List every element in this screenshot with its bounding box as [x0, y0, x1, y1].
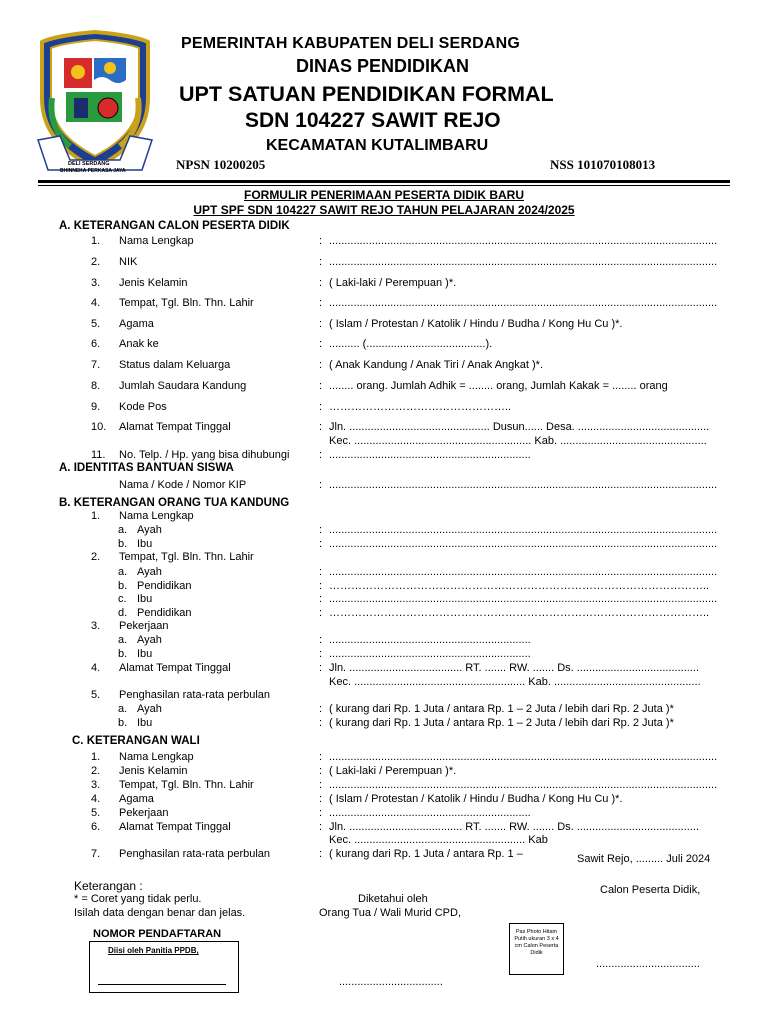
row-label: Jumlah Saudara Kandung — [119, 380, 247, 392]
photo-label: Pas Photo Hitam Putih ukuran 3 x 4 cm Calon Peserta Didik — [514, 929, 559, 956]
row-value-field[interactable]: ............................................................................................................................... — [329, 593, 718, 605]
row-value-field[interactable]: Kec. .......................................................... Kab. ................................................ — [329, 435, 707, 447]
header-line-3: UPT SATUAN PENDIDIKAN FORMAL — [179, 82, 554, 106]
row-number: 5. — [91, 318, 101, 330]
row-label: Anak ke — [119, 338, 159, 350]
logo-caption-2: BHINNEKA PERKASA JAYA — [60, 168, 126, 174]
row-number: 8. — [91, 380, 101, 392]
row-value-field[interactable]: ............................................................................................................................... — [329, 235, 718, 247]
row-value-field[interactable]: ........ orang. Jumlah Adhik = ........ orang, Jumlah Kakak = ........ orang — [329, 380, 668, 392]
row-value-field[interactable]: ( kurang dari Rp. 1 Juta / antara Rp. 1 – 2 Juta / lebih dari Rp. 2 Juta )* — [329, 703, 674, 715]
row-label: Jenis Kelamin — [119, 277, 188, 289]
header-line-1: PEMERINTAH KABUPATEN DELI SERDANG — [181, 35, 521, 52]
nomor-line — [98, 984, 226, 985]
row-value-field[interactable]: ............................................................................................................................... — [329, 479, 718, 491]
row-label: Alamat Tempat Tinggal — [119, 821, 231, 833]
row-value-field[interactable]: ............................................................................................................................... — [329, 297, 718, 309]
row-label: Penghasilan rata-rata perbulan — [119, 689, 271, 701]
nomor-pendaftaran-label: NOMOR PENDAFTARAN — [93, 928, 222, 940]
row-label: Ayah — [137, 524, 162, 536]
row-value-field[interactable]: ( Laki-laki / Perempuan )*. — [329, 765, 457, 777]
row-label: Ibu — [137, 593, 153, 605]
row-colon: : — [319, 807, 323, 819]
diisi-panitia-label: Diisi oleh Panitia PPDB, — [108, 946, 199, 955]
row-colon: : — [319, 662, 323, 674]
row-colon: : — [319, 297, 323, 309]
header-line-5: KECAMATAN KUTALIMBARU — [266, 137, 489, 154]
row-label: Alamat Tempat Tinggal — [119, 662, 231, 674]
row-value-field[interactable]: .......... (.......................................). — [329, 338, 493, 350]
row-colon: : — [319, 380, 323, 392]
row-colon: : — [319, 765, 323, 777]
row-colon: : — [319, 235, 323, 247]
row-sub-letter: b. — [118, 717, 128, 729]
row-colon: : — [319, 318, 323, 330]
row-value-field[interactable]: ………………………………………………………………………………………….. — [329, 607, 710, 619]
header-rule-thin — [38, 185, 730, 186]
row-colon: : — [319, 580, 323, 592]
row-value-field[interactable]: ( kurang dari Rp. 1 Juta / antara Rp. 1 – 2 Juta / lebih dari Rp. 2 Juta )* — [329, 717, 674, 729]
row-value-field[interactable]: .................................................................. — [329, 648, 531, 660]
note-coret: * = Coret yang tidak perlu. — [74, 893, 202, 905]
row-colon: : — [319, 277, 323, 289]
regency-logo — [30, 28, 160, 178]
row-colon: : — [319, 421, 323, 433]
keterangan-heading: Keterangan : — [74, 879, 143, 893]
row-sub-letter: a. — [118, 524, 128, 536]
nss: NSS 101070108013 — [550, 157, 656, 172]
row-colon: : — [319, 524, 323, 536]
section-heading: C. KETERANGAN WALI — [72, 735, 200, 747]
row-colon: : — [319, 648, 323, 660]
row-sub-letter: b. — [118, 538, 128, 550]
row-value-field[interactable]: ............................................................................................................................... — [329, 524, 718, 536]
row-value-field[interactable]: Kec. ........................................................ Kab — [329, 834, 548, 846]
diketahui-label: Diketahui oleh — [358, 893, 428, 905]
row-label: Ibu — [137, 717, 153, 729]
signature-line-ortu: .................................. — [339, 976, 443, 988]
row-value-field[interactable]: ............................................................................................................................... — [329, 538, 718, 550]
row-colon: : — [319, 821, 323, 833]
row-sub-letter: d. — [118, 607, 128, 619]
row-number: 9. — [91, 401, 101, 413]
form-title-1: FORMULIR PENERIMAAN PESERTA DIDIK BARU — [243, 188, 524, 202]
row-label: No. Telp. / Hp. yang bisa dihubungi — [119, 449, 290, 461]
row-value-field[interactable]: .................................................................. — [329, 807, 531, 819]
row-label: Penghasilan rata-rata perbulan — [119, 848, 271, 860]
row-value-field[interactable]: ( Laki-laki / Perempuan )*. — [329, 277, 457, 289]
row-number: 3. — [91, 277, 101, 289]
row-colon: : — [319, 634, 323, 646]
section-heading: A. KETERANGAN CALON PESERTA DIDIK — [59, 220, 290, 232]
row-number: 10. — [91, 421, 107, 433]
row-label: Status dalam Keluarga — [119, 359, 231, 371]
row-value-field[interactable]: Kec. ........................................................ Kab. ................................................ — [329, 676, 701, 688]
row-colon: : — [319, 848, 323, 860]
row-label: Jenis Kelamin — [119, 765, 188, 777]
row-value-field[interactable]: ............................................................................................................................... — [329, 256, 718, 268]
row-colon: : — [319, 479, 323, 491]
header-rule-thick — [38, 180, 730, 183]
row-colon: : — [319, 703, 323, 715]
row-value-field[interactable]: .................................................................. — [329, 449, 531, 461]
row-number: 1. — [91, 235, 101, 247]
calon-peserta-label: Calon Peserta Didik, — [600, 884, 701, 896]
row-label: Nama Lengkap — [119, 510, 194, 522]
row-colon: : — [319, 793, 323, 805]
row-value-field[interactable]: ………………………………………….. — [329, 401, 512, 413]
row-number: 3. — [91, 620, 101, 632]
row-label: Ibu — [137, 648, 153, 660]
photo-box — [509, 923, 564, 975]
row-value-field[interactable]: Jln. .............................................. Dusun...... Desa. ........................................... — [329, 421, 710, 433]
row-value-field[interactable]: Jln. ..................................... RT. ....... RW. ....... Ds. ........................................ — [329, 662, 699, 674]
row-number: 5. — [91, 689, 101, 701]
row-label: Tempat, Tgl. Bln. Thn. Lahir — [119, 551, 254, 563]
row-number: 6. — [91, 821, 101, 833]
row-label: Pekerjaan — [119, 807, 169, 819]
row-label: Nama Lengkap — [119, 751, 194, 763]
section-heading: B. KETERANGAN ORANG TUA KANDUNG — [59, 497, 290, 509]
row-colon: : — [319, 256, 323, 268]
row-value-field[interactable]: ( Anak Kandung / Anak Tiri / Anak Angkat )*. — [329, 359, 544, 371]
row-label: Ayah — [137, 703, 162, 715]
row-label: Alamat Tempat Tinggal — [119, 421, 231, 433]
row-number: 6. — [91, 338, 101, 350]
row-number: 3. — [91, 779, 101, 791]
row-sub-letter: b. — [118, 580, 128, 592]
row-colon: : — [319, 751, 323, 763]
row-number: 4. — [91, 297, 101, 309]
row-label: Ayah — [137, 634, 162, 646]
row-label: Agama — [119, 793, 154, 805]
row-value-field[interactable]: ( Islam / Protestan / Katolik / Hindu / Budha / Kong Hu Cu )*. — [329, 793, 623, 805]
row-sub-letter: b. — [118, 648, 128, 660]
header-line-4: SDN 104227 SAWIT REJO — [245, 109, 501, 132]
row-number: 7. — [91, 848, 101, 860]
row-colon: : — [319, 338, 323, 350]
npsn: NPSN 10200205 — [176, 157, 266, 172]
row-label: Agama — [119, 318, 154, 330]
row-label: Kode Pos — [119, 401, 167, 413]
row-value-field[interactable]: ( kurang dari Rp. 1 Juta / antara Rp. 1 – — [329, 848, 523, 860]
row-colon: : — [319, 593, 323, 605]
row-label: Ayah — [137, 566, 162, 578]
row-value-field[interactable]: Jln. ..................................... RT. ....... RW. ....... Ds. ........................................ — [329, 821, 699, 833]
row-label: Nama Lengkap — [119, 235, 194, 247]
row-colon: : — [319, 359, 323, 371]
row-number: 2. — [91, 551, 101, 563]
row-label: Tempat, Tgl. Bln. Thn. Lahir — [119, 779, 254, 791]
row-number: 5. — [91, 807, 101, 819]
date-place: Sawit Rejo, ......... Juli 2024 — [577, 853, 711, 865]
row-number: 7. — [91, 359, 101, 371]
row-number: 4. — [91, 662, 101, 674]
signature-line-calon: .................................. — [596, 958, 700, 970]
row-value-field[interactable]: ............................................................................................................................... — [329, 751, 718, 763]
nomor-pendaftaran-box — [89, 941, 239, 993]
row-value-field[interactable]: .................................................................. — [329, 634, 531, 646]
row-colon: : — [319, 401, 323, 413]
logo-caption-1: DELI SERDANG — [68, 161, 110, 167]
orang-tua-label: Orang Tua / Wali Murid CPD, — [319, 907, 462, 919]
row-value-field[interactable]: ( Islam / Protestan / Katolik / Hindu / Budha / Kong Hu Cu )*. — [329, 318, 623, 330]
row-colon: : — [319, 566, 323, 578]
row-colon: : — [319, 538, 323, 550]
row-number: 11. — [91, 449, 106, 461]
row-label: Pendidikan — [137, 607, 192, 619]
form-title-2: UPT SPF SDN 104227 SAWIT REJO TAHUN PELAJARAN 2024/2025 — [193, 203, 575, 217]
row-colon: : — [319, 449, 323, 461]
row-number: 1. — [91, 510, 101, 522]
row-sub-letter: a. — [118, 703, 128, 715]
row-label: Pendidikan — [137, 580, 192, 592]
row-number: 4. — [91, 793, 101, 805]
row-number: 2. — [91, 256, 101, 268]
row-label: Ibu — [137, 538, 153, 550]
row-sub-letter: a. — [118, 634, 128, 646]
row-sub-letter: c. — [118, 593, 127, 605]
row-label: Nama / Kode / Nomor KIP — [119, 479, 247, 491]
row-colon: : — [319, 607, 323, 619]
row-label: NIK — [119, 256, 138, 268]
header-line-2: DINAS PENDIDIKAN — [296, 56, 470, 76]
row-number: 1. — [91, 751, 101, 763]
row-sub-letter: a. — [118, 566, 128, 578]
row-value-field[interactable]: ………………………………………………………………………………………….. — [329, 580, 710, 592]
section-heading: A. IDENTITAS BANTUAN SISWA — [59, 462, 234, 474]
row-colon: : — [319, 717, 323, 729]
row-value-field[interactable]: ............................................................................................................................... — [329, 779, 718, 791]
row-colon: : — [319, 779, 323, 791]
row-label: Tempat, Tgl. Bln. Thn. Lahir — [119, 297, 254, 309]
note-isilah: Isilah data dengan benar dan jelas. — [74, 907, 246, 919]
row-number: 2. — [91, 765, 101, 777]
row-value-field[interactable]: ............................................................................................................................... — [329, 566, 718, 578]
row-label: Pekerjaan — [119, 620, 169, 632]
